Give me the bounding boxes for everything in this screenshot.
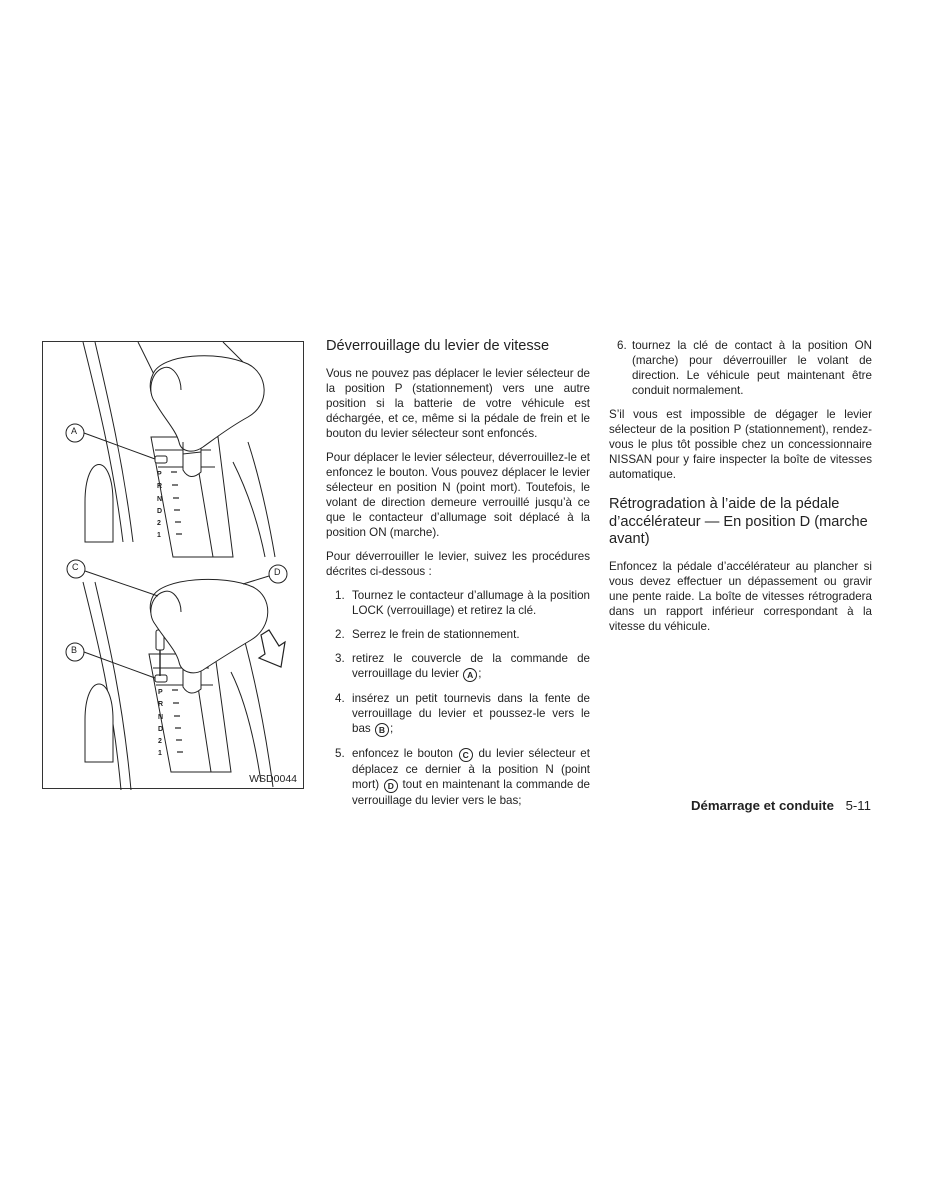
- procedure-list: [326, 588, 590, 808]
- callout-d-marker: D: [384, 779, 398, 793]
- step-number: 2.: [335, 627, 345, 641]
- step-text: tournez la clé de contact à la position ON (marche) pour déverrouiller le volant de direction. Le véhicule peut maintenant être conduit normalement.: [632, 339, 872, 397]
- procedure-list-continued: [609, 338, 872, 398]
- column-left: [326, 338, 590, 817]
- paragraph: S’il vous est impossible de dégager le levier sélecteur de la position P (stationnement), rendez-vous le plus tôt possible chez un concessionnaire NISSAN pour y faire inspecter la boîte de vitesses automatique.: [609, 408, 872, 481]
- figure-code: WSD0044: [249, 773, 297, 785]
- paragraph: Pour déverrouiller le levier, suivez les procédures décrites ci-dessous :: [326, 549, 590, 578]
- step-text: tout en maintenant la commande de verrouillage du levier vers le bas;: [352, 777, 590, 807]
- gate-letter: 2: [158, 738, 162, 746]
- step-number: 6.: [617, 339, 627, 352]
- paragraph: Enfoncez la pédale d’accélérateur au plancher si vous devez effectuer un dépassement ou gravir une pente raide. La boîte de vitesses rétrogradera dans un rapport inférieur correspondant à la vitesse du véhicule.: [609, 559, 872, 633]
- callout-b-label: B: [71, 645, 78, 655]
- callout-c-label: C: [72, 562, 79, 572]
- paragraph: Pour déplacer le levier sélecteur, déverrouillez-le et enfoncez le bouton. Vous pouvez déplacer le levier sélecteur en position N (point mort). Toutefois, le volant de direction demeure verrouillé jusqu’à ce que le contacteur d’allumage soit déplacé à la position ON (marche).: [326, 450, 590, 539]
- step-text: Serrez le frein de stationnement.: [352, 627, 520, 641]
- step-tail: ;: [478, 666, 482, 680]
- column-right: [609, 338, 872, 643]
- step-text: retirez le couvercle de la commande de verrouillage du levier: [352, 651, 590, 680]
- step-number: 4.: [335, 691, 345, 705]
- gate-letter: P: [157, 471, 162, 478]
- page-footer: [691, 798, 871, 813]
- step-text: Tournez le contacteur d’allumage à la position LOCK (verrouillage) et retirez la clé.: [352, 588, 590, 617]
- section-heading-unlock: Déverrouillage du levier de vitesse: [326, 338, 550, 354]
- top-panel: [43, 342, 305, 557]
- step-number: 1.: [335, 588, 345, 602]
- step-tail: ;: [389, 721, 394, 735]
- gate-letters-top: [157, 469, 162, 543]
- callout-b-marker: B: [375, 723, 389, 737]
- shift-lock-illustration: [42, 341, 304, 789]
- list-item: [326, 588, 590, 618]
- step-number: 3.: [335, 651, 345, 665]
- gate-letters-bottom: [158, 687, 163, 761]
- gate-letter: 2: [157, 520, 161, 528]
- gate-letter: 1: [158, 750, 162, 758]
- callout-c-marker: C: [459, 748, 473, 762]
- list-item: [609, 338, 872, 398]
- list-item: [326, 691, 590, 737]
- gate-letter: P: [158, 689, 163, 696]
- section-heading-downshift: Rétrogradation à l’aide de la pédale d’accélérateur — En position D (marche avant): [609, 496, 868, 547]
- callout-a-label: A: [71, 426, 78, 436]
- gate-letter: N: [157, 495, 163, 503]
- gate-letter: N: [158, 713, 164, 721]
- step-text: insérez un petit tournevis dans la fente de verrouillage du levier et poussez-le vers le bas: [352, 691, 590, 735]
- shift-lever-diagram: [43, 342, 305, 790]
- step-number: 5.: [335, 746, 345, 760]
- gate-letter: D: [158, 725, 164, 733]
- gate-letter: R: [158, 701, 164, 709]
- step-text: enfoncez le bouton: [352, 746, 453, 760]
- list-item: [326, 651, 590, 682]
- callout-d-label: D: [274, 567, 281, 577]
- list-item: [326, 627, 590, 642]
- gate-letter: R: [157, 483, 163, 491]
- gate-letter: D: [157, 507, 163, 515]
- paragraph: Vous ne pouvez pas déplacer le levier sélecteur de la position P (stationnement) vers une autre position si la batterie de votre véhicule est déchargée, et ce, même si la pédale de frein et le bouton du levier sélecteur sont enfoncés.: [326, 366, 590, 440]
- bottom-panel: [66, 560, 287, 790]
- step-text: du levier sélecteur et déplacez ce dernier à la position N (point mort): [352, 746, 590, 791]
- callout-a-marker: A: [463, 668, 477, 682]
- gate-letter: 1: [157, 532, 161, 540]
- list-item: [326, 746, 590, 808]
- section-name: Démarrage et conduite: [691, 798, 834, 813]
- page-number: 5-11: [845, 798, 871, 813]
